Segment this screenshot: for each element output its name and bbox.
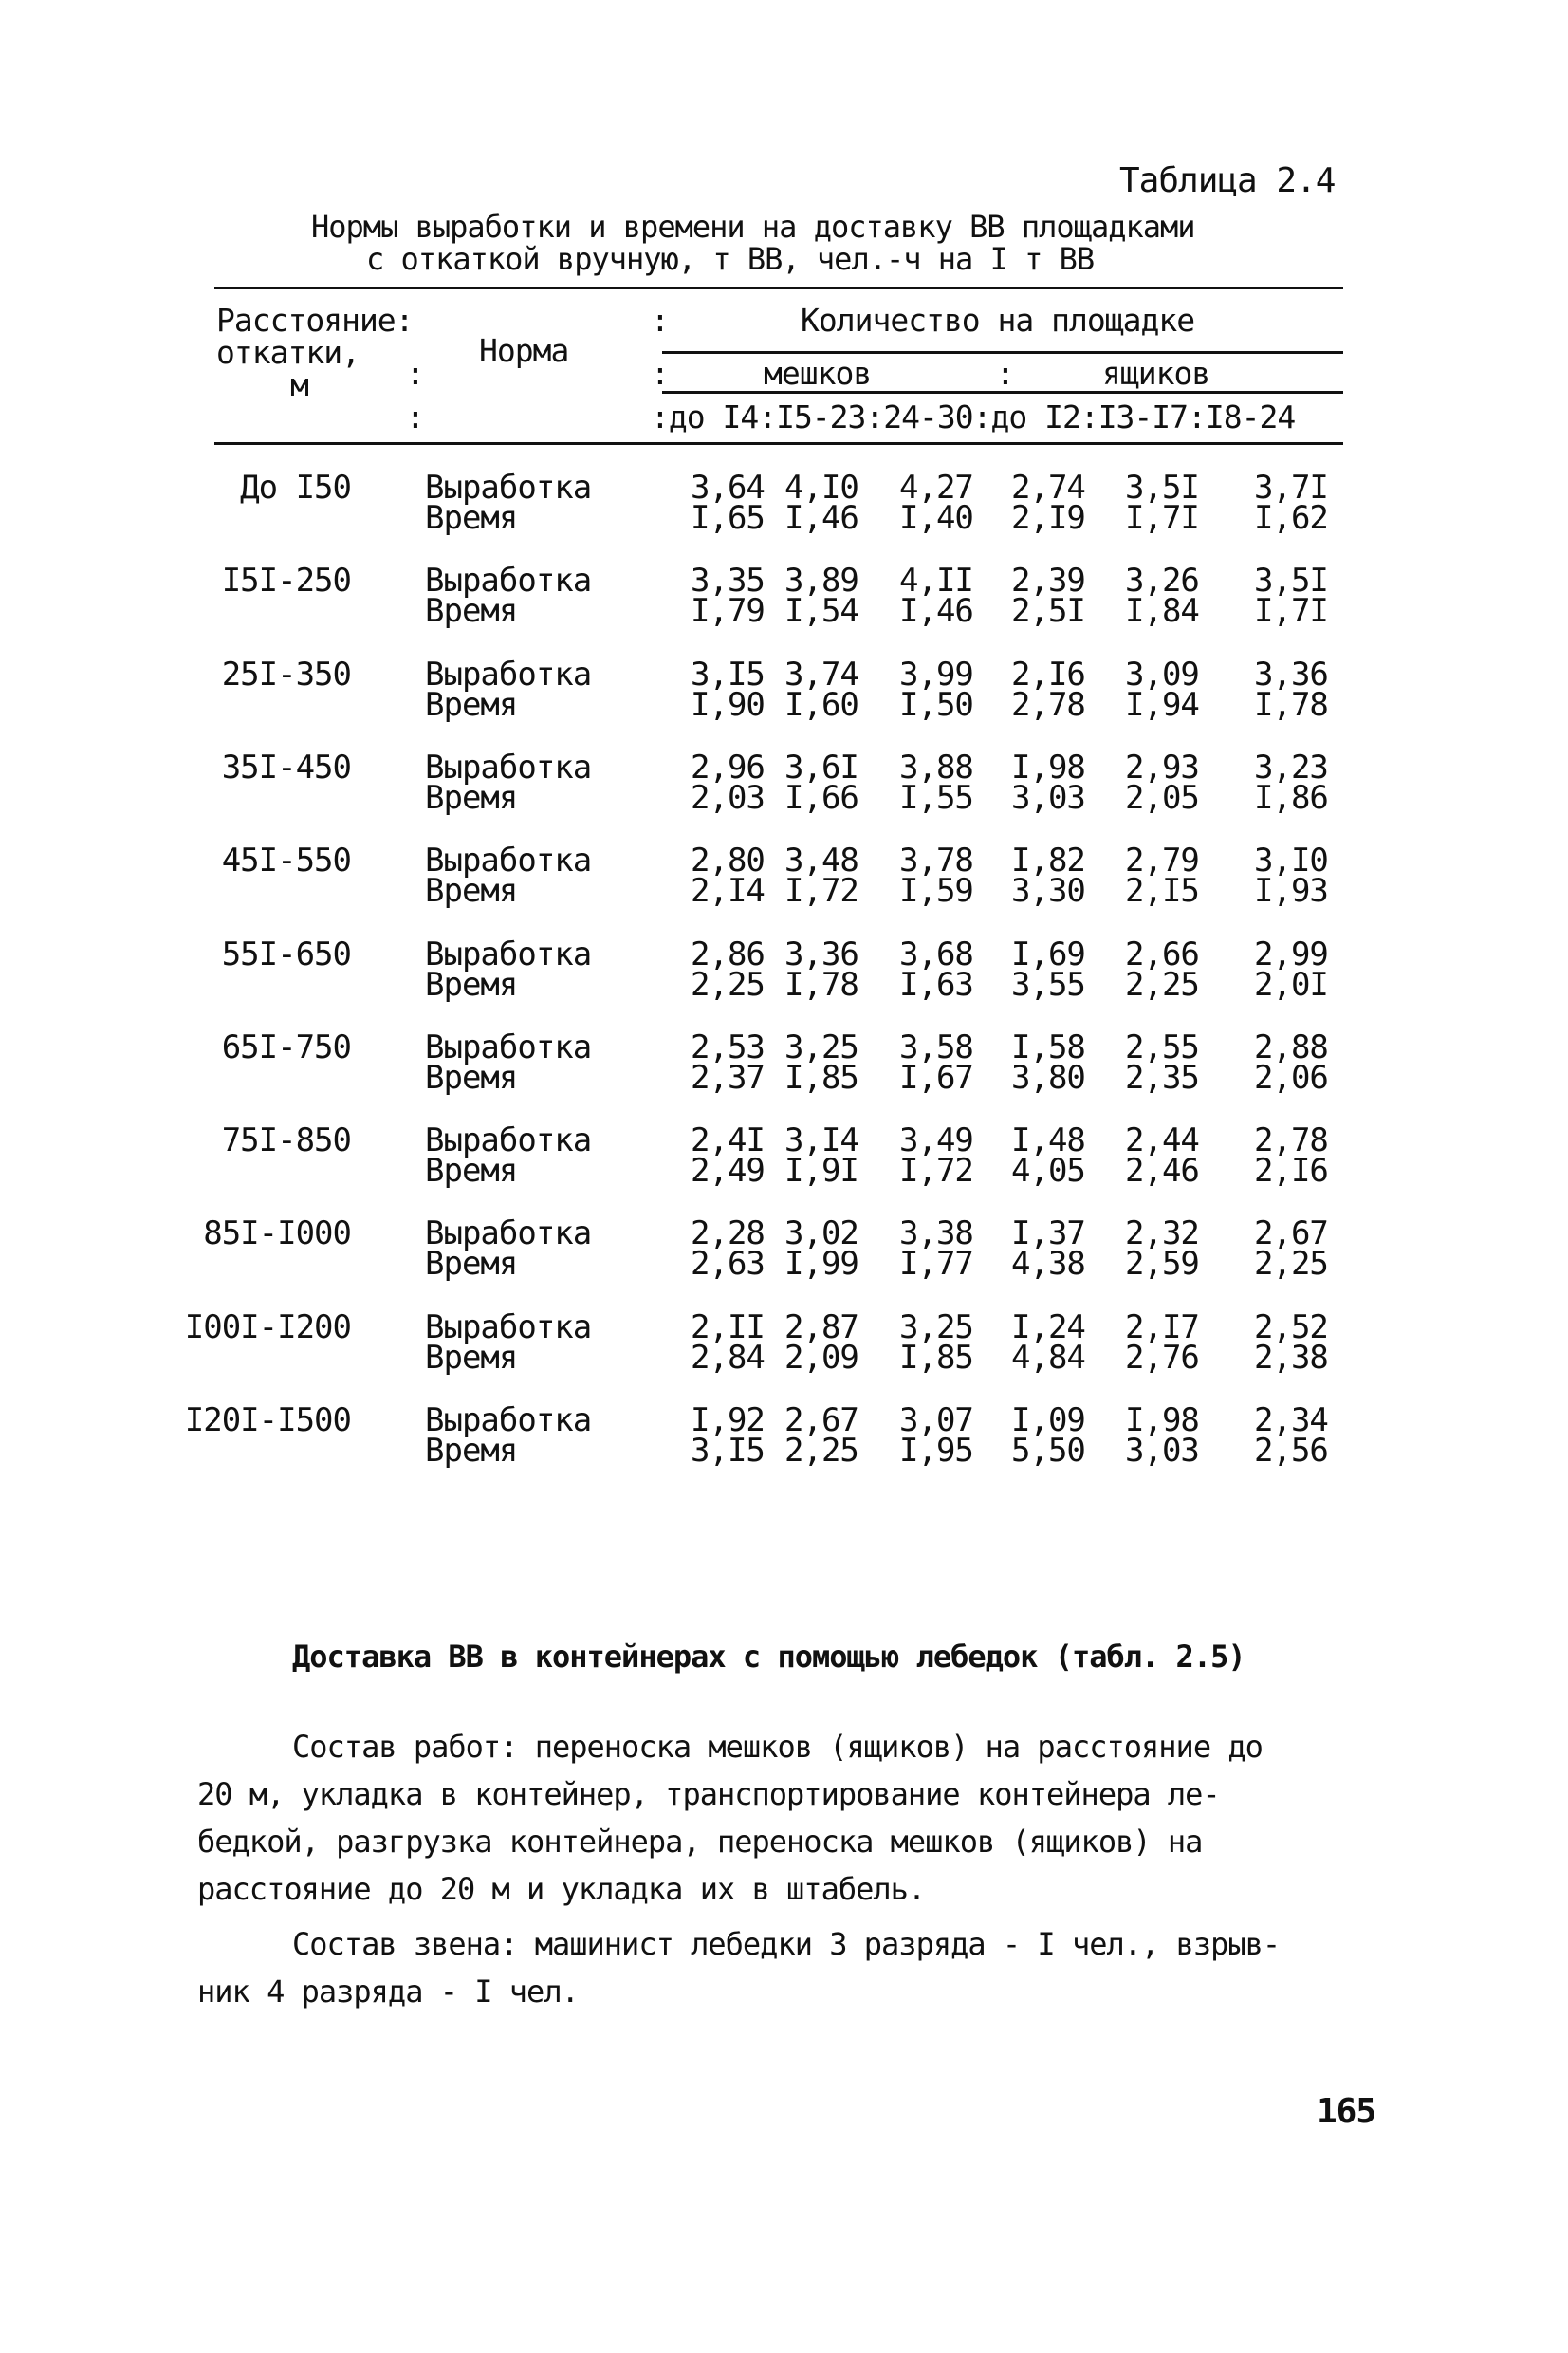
time-value: 2,78: [1011, 686, 1085, 724]
row-time-label: Время: [425, 1059, 518, 1097]
output-value: 2,67: [1254, 1214, 1328, 1252]
output-value: 2,87: [784, 1308, 858, 1346]
time-value: I,99: [784, 1245, 858, 1283]
output-value: 2,39: [1011, 562, 1085, 600]
row-output-label: Выработка: [425, 1401, 592, 1439]
work-line-1: Состав работ: переноска мешков (ящиков) на расстояние до: [292, 1729, 1263, 1765]
header-ranges: :до I4:I5-23:24-30:до I2:I3-I7:I8-24: [651, 398, 1296, 435]
output-value: 3,89: [784, 562, 858, 600]
row-output-label: Выработка: [425, 469, 592, 507]
time-value: I,50: [899, 686, 973, 724]
time-value: 3,80: [1011, 1059, 1085, 1097]
output-value: I,48: [1011, 1121, 1085, 1159]
output-value: 2,28: [691, 1214, 765, 1252]
output-value: 2,44: [1125, 1121, 1199, 1159]
time-value: I,59: [899, 872, 973, 910]
time-value: 3,I5: [691, 1432, 765, 1470]
time-value: 4,84: [1011, 1339, 1085, 1377]
output-value: 4,27: [899, 469, 973, 507]
output-value: I,69: [1011, 936, 1085, 973]
time-value: 2,I6: [1254, 1152, 1328, 1190]
row-output-label: Выработка: [425, 749, 592, 787]
output-value: 2,74: [1011, 469, 1085, 507]
output-value: 2,78: [1254, 1121, 1328, 1159]
table-top-rule: [214, 287, 1343, 289]
time-value: I,54: [784, 592, 858, 630]
row-distance: I5I-250: [221, 562, 351, 600]
time-value: 2,63: [691, 1245, 765, 1283]
header-distance-3: м: [290, 366, 308, 403]
time-value: I,84: [1125, 592, 1199, 630]
header-bottom-rule: [214, 442, 1343, 445]
output-value: I,58: [1011, 1028, 1085, 1066]
header-colon: :: [651, 355, 669, 392]
output-value: 2,67: [784, 1401, 858, 1439]
time-value: 4,05: [1011, 1152, 1085, 1190]
row-output-label: Выработка: [425, 1121, 592, 1159]
row-distance: I00I-I200: [184, 1308, 351, 1346]
row-distance: 25I-350: [221, 656, 351, 694]
output-value: 3,07: [899, 1401, 973, 1439]
row-distance: 55I-650: [221, 936, 351, 973]
header-colon: :: [651, 302, 669, 339]
header-distance-2: откатки,: [216, 334, 360, 371]
output-value: 3,26: [1125, 562, 1199, 600]
time-value: 2,09: [784, 1339, 858, 1377]
output-value: 3,64: [691, 469, 765, 507]
output-value: I,09: [1011, 1401, 1085, 1439]
time-value: 3,55: [1011, 966, 1085, 1004]
output-value: 2,99: [1254, 936, 1328, 973]
output-value: I,37: [1011, 1214, 1085, 1252]
time-value: 2,35: [1125, 1059, 1199, 1097]
output-value: I,98: [1125, 1401, 1199, 1439]
row-distance: I20I-I500: [184, 1401, 351, 1439]
table-title-line-1: Нормы выработки и времени на доставку ВВ площадками: [311, 209, 1195, 245]
time-value: 4,38: [1011, 1245, 1085, 1283]
header-quantity: Количество на площадке: [801, 302, 1195, 339]
output-value: 3,49: [899, 1121, 973, 1159]
row-time-label: Время: [425, 779, 518, 817]
time-value: 2,56: [1254, 1432, 1328, 1470]
output-value: 3,74: [784, 656, 858, 694]
time-value: I,77: [899, 1245, 973, 1283]
time-value: I,79: [691, 592, 765, 630]
time-value: I,93: [1254, 872, 1328, 910]
time-value: 3,03: [1011, 779, 1085, 817]
output-value: 2,86: [691, 936, 765, 973]
time-value: 2,25: [1125, 966, 1199, 1004]
output-value: 3,02: [784, 1214, 858, 1252]
time-value: 2,46: [1125, 1152, 1199, 1190]
time-value: I,46: [784, 499, 858, 537]
time-value: I,46: [899, 592, 973, 630]
time-value: 2,25: [691, 966, 765, 1004]
output-value: 4,I0: [784, 469, 858, 507]
header-norm: Норма: [479, 332, 569, 369]
time-value: I,65: [691, 499, 765, 537]
row-time-label: Время: [425, 1339, 518, 1377]
output-value: 2,34: [1254, 1401, 1328, 1439]
table-title-line-2: с откаткой вручную, т ВВ, чел.-ч на I т ВВ: [366, 241, 1095, 277]
crew-line-2: ник 4 разряда - I чел.: [197, 1973, 579, 2010]
row-time-label: Время: [425, 872, 518, 910]
header-distance-1: Расстояние:: [216, 302, 414, 339]
time-value: 2,05: [1125, 779, 1199, 817]
row-distance: 45I-550: [221, 842, 351, 880]
header-boxes: ящиков: [1102, 355, 1210, 392]
time-value: 2,38: [1254, 1339, 1328, 1377]
time-value: 2,84: [691, 1339, 765, 1377]
time-value: I,9I: [784, 1152, 858, 1190]
time-value: 2,25: [1254, 1245, 1328, 1283]
output-value: 2,79: [1125, 842, 1199, 880]
output-value: 2,96: [691, 749, 765, 787]
output-value: 3,5I: [1254, 562, 1328, 600]
time-value: 2,25: [784, 1432, 858, 1470]
output-value: 2,66: [1125, 936, 1199, 973]
row-output-label: Выработка: [425, 656, 592, 694]
output-value: 3,36: [784, 936, 858, 973]
output-value: 3,38: [899, 1214, 973, 1252]
work-line-4: расстояние до 20 м и укладка их в штабель.: [197, 1871, 926, 1907]
row-output-label: Выработка: [425, 1308, 592, 1346]
time-value: I,95: [899, 1432, 973, 1470]
output-value: 2,I6: [1011, 656, 1085, 694]
output-value: 2,II: [691, 1308, 765, 1346]
output-value: 3,7I: [1254, 469, 1328, 507]
output-value: 3,48: [784, 842, 858, 880]
crew-line-1: Состав звена: машинист лебедки 3 разряда - I чел., взрыв-: [292, 1926, 1281, 1962]
row-distance: 35I-450: [221, 749, 351, 787]
header-bags: мешков: [764, 355, 872, 392]
row-output-label: Выработка: [425, 1214, 592, 1252]
time-value: 2,I5: [1125, 872, 1199, 910]
header-colon: :: [406, 355, 424, 392]
time-value: I,78: [1254, 686, 1328, 724]
row-output-label: Выработка: [425, 1028, 592, 1066]
output-value: 3,68: [899, 936, 973, 973]
row-distance: 85I-I000: [203, 1214, 351, 1252]
row-time-label: Время: [425, 592, 518, 630]
row-time-label: Время: [425, 966, 518, 1004]
output-value: 4,II: [899, 562, 973, 600]
time-value: 2,06: [1254, 1059, 1328, 1097]
work-line-3: бедкой, разгрузка контейнера, переноска мешков (ящиков) на: [197, 1824, 1203, 1860]
time-value: 2,03: [691, 779, 765, 817]
section-heading: Доставка ВВ в контейнерах с помощью лебедок (табл. 2.5): [292, 1639, 1245, 1675]
time-value: 2,37: [691, 1059, 765, 1097]
header-colon: :: [996, 355, 1014, 392]
time-value: I,94: [1125, 686, 1199, 724]
row-time-label: Время: [425, 1245, 518, 1283]
row-distance: 75I-850: [221, 1121, 351, 1159]
page-number: 165: [1317, 2092, 1376, 2131]
output-value: 3,88: [899, 749, 973, 787]
time-value: 2,5I: [1011, 592, 1085, 630]
time-value: I,40: [899, 499, 973, 537]
time-value: 2,0I: [1254, 966, 1328, 1004]
time-value: I,55: [899, 779, 973, 817]
output-value: 2,32: [1125, 1214, 1199, 1252]
time-value: 2,59: [1125, 1245, 1199, 1283]
output-value: 2,80: [691, 842, 765, 880]
row-distance: 65I-750: [221, 1028, 351, 1066]
time-value: I,63: [899, 966, 973, 1004]
time-value: 2,49: [691, 1152, 765, 1190]
time-value: I,86: [1254, 779, 1328, 817]
row-time-label: Время: [425, 1152, 518, 1190]
output-value: I,82: [1011, 842, 1085, 880]
row-distance: До I50: [240, 469, 351, 507]
header-colon: :: [406, 398, 424, 435]
time-value: I,72: [899, 1152, 973, 1190]
time-value: I,7I: [1125, 499, 1199, 537]
time-value: I,66: [784, 779, 858, 817]
time-value: I,72: [784, 872, 858, 910]
output-value: 2,93: [1125, 749, 1199, 787]
row-time-label: Время: [425, 499, 518, 537]
row-output-label: Выработка: [425, 562, 592, 600]
output-value: 2,52: [1254, 1308, 1328, 1346]
output-value: 2,53: [691, 1028, 765, 1066]
output-value: 3,I4: [784, 1121, 858, 1159]
work-line-2: 20 м, укладка в контейнер, транспортирование контейнера ле-: [197, 1776, 1220, 1812]
time-value: I,60: [784, 686, 858, 724]
time-value: I,78: [784, 966, 858, 1004]
output-value: 3,I0: [1254, 842, 1328, 880]
time-value: 2,I9: [1011, 499, 1085, 537]
row-time-label: Время: [425, 1432, 518, 1470]
row-time-label: Время: [425, 686, 518, 724]
output-value: 2,55: [1125, 1028, 1199, 1066]
time-value: 2,I4: [691, 872, 765, 910]
time-value: I,67: [899, 1059, 973, 1097]
table-label: Таблица 2.4: [1119, 161, 1336, 200]
time-value: 5,50: [1011, 1432, 1085, 1470]
output-value: 3,58: [899, 1028, 973, 1066]
output-value: 2,88: [1254, 1028, 1328, 1066]
time-value: 3,03: [1125, 1432, 1199, 1470]
output-value: I,24: [1011, 1308, 1085, 1346]
output-value: I,98: [1011, 749, 1085, 787]
time-value: 2,76: [1125, 1339, 1199, 1377]
output-value: 3,35: [691, 562, 765, 600]
output-value: 3,78: [899, 842, 973, 880]
output-value: 2,I7: [1125, 1308, 1199, 1346]
output-value: 3,99: [899, 656, 973, 694]
output-value: 3,6I: [784, 749, 858, 787]
time-value: I,85: [784, 1059, 858, 1097]
time-value: I,85: [899, 1339, 973, 1377]
row-output-label: Выработка: [425, 936, 592, 973]
header-mid-rule: [662, 351, 1343, 354]
time-value: I,90: [691, 686, 765, 724]
row-output-label: Выработка: [425, 842, 592, 880]
output-value: 2,4I: [691, 1121, 765, 1159]
output-value: 3,25: [899, 1308, 973, 1346]
output-value: I,92: [691, 1401, 765, 1439]
time-value: 3,30: [1011, 872, 1085, 910]
output-value: 3,36: [1254, 656, 1328, 694]
output-value: 3,09: [1125, 656, 1199, 694]
output-value: 3,I5: [691, 656, 765, 694]
output-value: 3,5I: [1125, 469, 1199, 507]
time-value: I,62: [1254, 499, 1328, 537]
time-value: I,7I: [1254, 592, 1328, 630]
output-value: 3,23: [1254, 749, 1328, 787]
output-value: 3,25: [784, 1028, 858, 1066]
